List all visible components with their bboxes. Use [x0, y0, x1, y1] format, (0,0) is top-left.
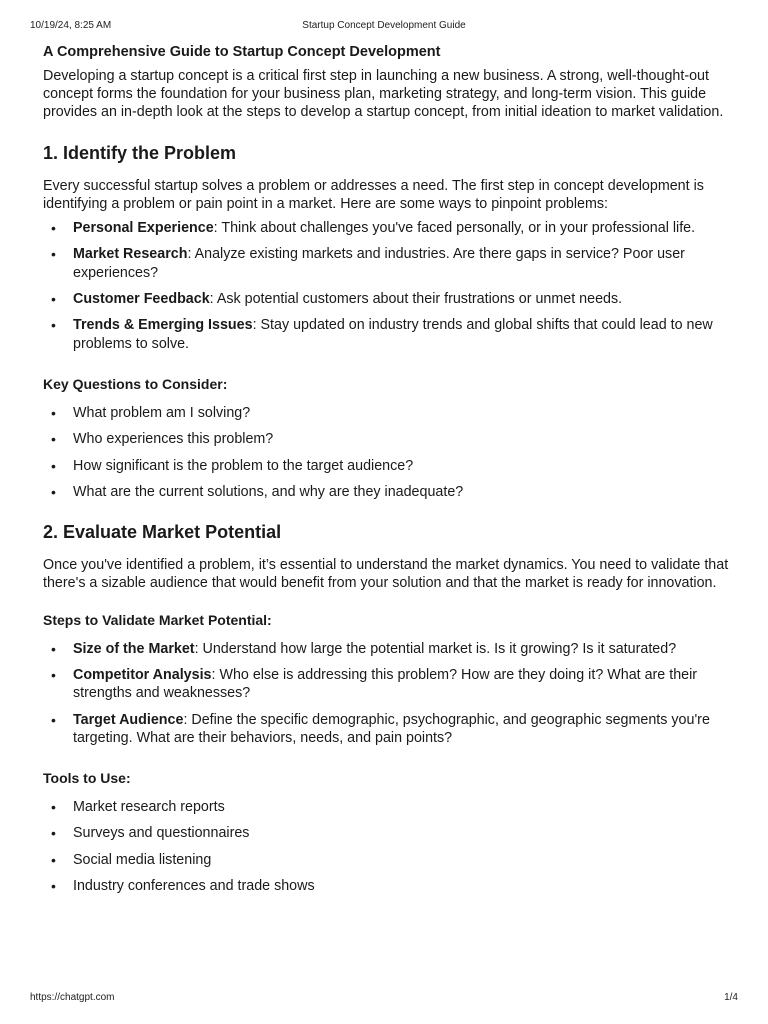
print-datetime: 10/19/24, 8:25 AM — [30, 20, 112, 31]
intro-paragraph: Developing a startup concept is a critical first step in launching a new business. A strong, well-thought-out concept forms the foundation for your business plan, marketing strategy, and long-term vision. This guide provides an in-depth look at the steps to develop a startup concept, from initial ideation to market validation. — [43, 68, 724, 121]
list-item-text: : Define the specific demographic, psychographic, and geographic segments you're targeting. What are their behaviors, needs, and pain points? — [73, 711, 710, 746]
list-item: • What problem am I solving? — [43, 404, 733, 422]
list-item-text: : Ask potential customers about their frustrations or unmet needs. — [209, 291, 623, 307]
print-page-number: 1/4 — [724, 992, 738, 1003]
list-item — [43, 316, 733, 352]
key-questions-heading: Key Questions to Consider: — [43, 375, 228, 392]
list-item-text: : Think about challenges you've faced personally, or in your professional life. — [213, 220, 696, 237]
list-item: • Industry conferences and trade shows — [43, 877, 733, 895]
section1-paragraph: Every successful startup solves a problem or addresses a need. The first step in concept development is identifying a problem or pain point in a market. Here are some ways to pinpoint problems: — [43, 177, 704, 212]
list-item-term: Customer Feedback — [73, 291, 210, 307]
print-page-title: Startup Concept Development Guide — [302, 20, 466, 31]
list-item-text: : Analyze existing markets and industries. Are there gaps in service? Poor user experiences? — [73, 246, 685, 281]
list-item-term: Market Research — [73, 246, 188, 263]
list-item-text: : Understand how large the potential market is. Is it growing? Is it saturated? — [194, 640, 677, 657]
section-heading-market-potential: 2. Evaluate Market Potential — [43, 522, 282, 543]
list-item — [43, 219, 733, 237]
print-header — [30, 20, 738, 31]
list-item — [43, 245, 733, 281]
document-body — [43, 43, 733, 904]
list-item-term: Trends & Emerging Issues — [73, 317, 253, 334]
list-item: • Market research reports — [43, 798, 733, 816]
list-item: • Social media listening — [43, 851, 733, 869]
section-heading-identify-problem: 1. Identify the Problem — [43, 142, 237, 163]
problem-sources-list — [43, 219, 733, 353]
list-item-term: Personal Experience — [73, 220, 214, 237]
validate-steps-heading: Steps to Validate Market Potential: — [43, 611, 272, 628]
list-item — [43, 640, 733, 658]
list-item — [43, 666, 733, 702]
list-item: • How significant is the problem to the target audience? — [43, 457, 733, 475]
print-url: https://chatgpt.com — [30, 992, 115, 1003]
list-item: • Who experiences this problem? — [43, 430, 733, 448]
tools-list — [43, 798, 733, 895]
list-item-term: Target Audience — [73, 711, 184, 728]
list-item-text: : Who else is addressing this problem? How are they doing it? What are their strengths and weaknesses? — [73, 666, 698, 702]
section2-paragraph: Once you've identified a problem, it’s essential to understand the market dynamics. You need to validate that there's a sizable audience that would benefit from your solution and that the market is ready for innovation. — [43, 557, 729, 592]
validate-steps-list — [43, 640, 733, 747]
document-title: A Comprehensive Guide to Startup Concept Development — [43, 44, 441, 60]
key-questions-list — [43, 404, 733, 501]
print-footer — [30, 992, 738, 1003]
list-item: • Surveys and questionnaires — [43, 824, 733, 842]
list-item-term: Size of the Market — [73, 640, 195, 657]
list-item-text: : Stay updated on industry trends and global shifts that could lead to new problems to solve. — [73, 317, 713, 352]
list-item-term: Competitor Analysis — [73, 666, 212, 683]
list-item — [43, 711, 733, 747]
list-item: • What are the current solutions, and why are they inadequate? — [43, 483, 733, 501]
tools-heading: Tools to Use: — [43, 769, 131, 786]
list-item — [43, 290, 733, 308]
